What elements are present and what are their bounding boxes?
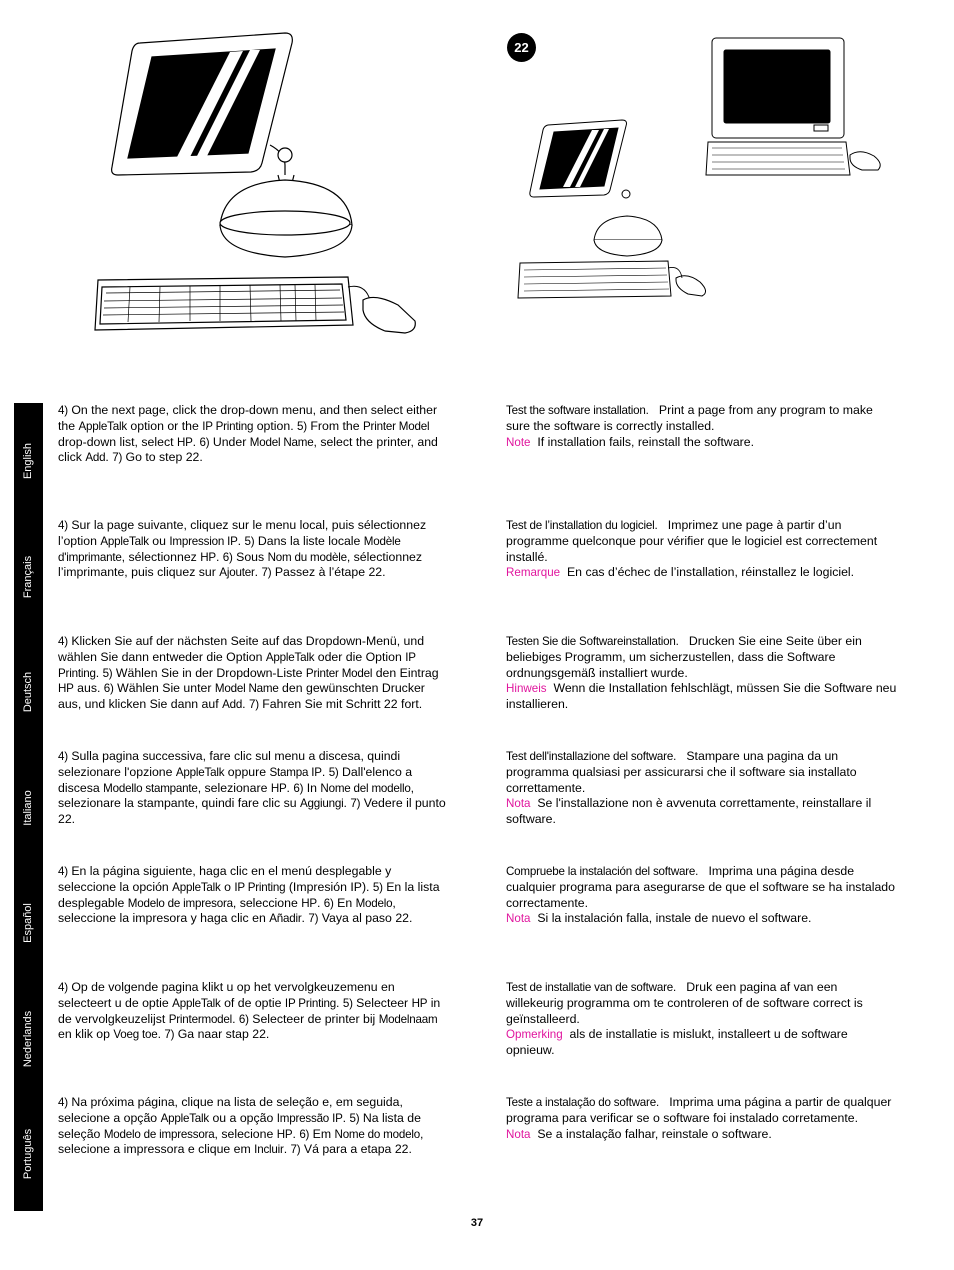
- ui-keyword: 7): [164, 1028, 175, 1042]
- test-body: Imprima una página desde cualquier programa para asegurarse de que el software se ha instalado correctamente.: [506, 864, 895, 910]
- ui-keyword: 7): [261, 566, 272, 580]
- ui-keyword: HP: [411, 996, 428, 1010]
- section-italiano-test: [506, 749, 898, 828]
- note-text: Wenn die Installation fehlschlägt, müssen Sie die Software neu installieren.: [506, 681, 897, 712]
- ui-keyword: Incluir: [254, 1143, 284, 1157]
- note-label: Nota: [506, 1127, 531, 1141]
- computers-illustration: [512, 30, 892, 305]
- ui-keyword: 5): [244, 534, 255, 548]
- ui-keyword: 7): [248, 698, 259, 712]
- ui-keyword: 7): [308, 912, 319, 926]
- ui-keyword: AppleTalk: [78, 419, 127, 433]
- ui-keyword: 6): [238, 1012, 249, 1026]
- ui-keyword: 6): [323, 896, 334, 910]
- ui-keyword: Printer Model: [305, 666, 373, 680]
- section-nederlands-steps: 4) Op de volgende pagina klikt u op het vervolgkeuzemenu en selecteert u de optie AppleTalk of de optie IP Printing. 5) Selecteer HP in de vervolgkeuzelijst Printermodel. 6) Selecteer de printer bij Modelnaam en klik op Voeg toe. 7) Ga naar stap 22.: [58, 980, 441, 1042]
- ui-keyword: Nome del modello: [320, 781, 411, 795]
- ui-keyword: IP Printing: [202, 419, 254, 433]
- test-title: Teste a instalação do software.: [506, 1096, 659, 1109]
- ui-keyword: IP Printing: [58, 650, 416, 680]
- test-body: Drucken Sie eine Seite über ein beliebiges Programm, um sicherzustellen, dass die Software ordnungsgemäß installiert wurde.: [506, 634, 862, 680]
- note-label: Nota: [506, 797, 531, 811]
- ui-keyword: HP: [200, 550, 216, 564]
- language-tab-english: English: [22, 442, 34, 480]
- ui-keyword: Modelo de impressora: [103, 1127, 215, 1141]
- ui-keyword: IP Printing: [234, 880, 286, 894]
- ui-keyword: 5): [342, 996, 353, 1010]
- ui-keyword: HP: [276, 1127, 293, 1141]
- page-number: 37: [470, 1217, 484, 1229]
- test-title: Test de installatie van de software.: [506, 981, 677, 994]
- ui-keyword: AppleTalk: [172, 996, 221, 1010]
- ui-keyword: 6): [103, 682, 114, 696]
- ui-keyword: Aggiungi: [299, 797, 344, 811]
- note-label: Hinweis: [506, 682, 547, 696]
- ui-keyword: 5): [328, 765, 339, 779]
- note-label: Note: [506, 435, 531, 449]
- language-tab-nederlands: Nederlands: [22, 1010, 34, 1068]
- test-body: Imprima uma página a partir de qualquer programa para verificar se o software foi instalado corretamente.: [506, 1095, 892, 1125]
- ui-keyword: 4): [58, 404, 68, 417]
- language-tab-italiano: Italiano: [22, 790, 34, 826]
- note-text: Se l'installazione non è avvenuta correttamente, reinstallare il software.: [506, 796, 872, 827]
- ui-keyword: AppleTalk: [160, 1111, 210, 1125]
- language-tab-deutsch: Deutsch: [22, 671, 34, 713]
- section-english-steps: 4) On the next page, click the drop-down menu, and then select either the AppleTalk option or the IP Printing option. 5) From the Printer Model drop-down list, select HP. 6) Under Model Name, select the printer, and click Add. 7) Go to step 22.: [58, 403, 438, 465]
- test-body: Imprimez une page à partir d’un programme quelconque pour vérifier que le logiciel est correctement installé.: [506, 518, 878, 564]
- ui-keyword: 6): [199, 435, 210, 449]
- ui-keyword: 5): [297, 419, 307, 433]
- ui-keyword: Modello stampante: [103, 781, 198, 795]
- language-sidebar: [14, 403, 43, 1211]
- section-francais-steps: 4) Sur la page suivante, cliquez sur le menu local, puis sélectionnez l’option AppleTalk ou Impression IP. 5) Dans la liste locale Modèle d'imprimante, sélectionnez HP. 6) Sous Nom du modèle, sélectionnez l’imprimante, puis cliquez sur Ajouter. 7) Passez à l’étape 22.: [58, 518, 427, 580]
- test-body: Stampare una pagina da un programma qualsiasi per assicurarsi che il software sia installato correttamente.: [506, 749, 857, 795]
- language-tab-francais: Français: [22, 555, 34, 599]
- ui-keyword: AppleTalk: [175, 765, 225, 779]
- ui-keyword: 5): [372, 880, 383, 894]
- ui-keyword: 7): [350, 797, 361, 811]
- ui-keyword: HP: [176, 435, 193, 449]
- ui-keyword: AppleTalk: [172, 880, 221, 894]
- ui-keyword: HP: [301, 896, 317, 910]
- ui-keyword: Modèle d'imprimante: [58, 534, 401, 564]
- step-number-badge: 22: [507, 33, 536, 62]
- ui-keyword: IP Printing: [284, 996, 336, 1010]
- ui-keyword: 6): [293, 781, 304, 795]
- ui-keyword: HP: [270, 781, 287, 795]
- ui-keyword: 6): [222, 550, 233, 564]
- section-nederlands-test: [506, 980, 898, 1059]
- test-body: Print a page from any program to make sure the software is correctly installed.: [506, 403, 873, 433]
- ui-keyword: 6): [299, 1127, 310, 1141]
- section-francais-test: [506, 518, 898, 581]
- ui-keyword: AppleTalk: [265, 650, 315, 664]
- ui-keyword: Ajouter: [219, 566, 255, 580]
- ui-keyword: 7): [290, 1143, 301, 1157]
- ui-keyword: Nome do modelo: [334, 1127, 421, 1141]
- note-text: En cas d’échec de l’installation, réinstallez le logiciel.: [566, 565, 855, 580]
- ui-keyword: Printer Model: [363, 419, 430, 433]
- section-espanol-test: [506, 864, 898, 927]
- ui-keyword: Add: [222, 698, 243, 712]
- test-title: Test dell'installazione del software.: [506, 750, 677, 763]
- test-title: Test de l’installation du logiciel.: [506, 519, 658, 532]
- ui-keyword: Model Name: [249, 435, 314, 449]
- note-text: If installation fails, reinstall the software.: [537, 434, 755, 449]
- ui-keyword: Voeg toe: [113, 1028, 158, 1042]
- ui-keyword: Modelo: [355, 896, 393, 910]
- language-tab-espanol: Español: [22, 903, 34, 943]
- note-text: als de installatie is mislukt, installeert u de software opnieuw.: [506, 1027, 848, 1058]
- ui-keyword: Añadir: [269, 912, 302, 926]
- ui-keyword: Model Name: [214, 682, 279, 696]
- imac-computer-illustration: [80, 25, 430, 345]
- ui-keyword: 4): [58, 981, 68, 994]
- test-title: Compruebe la instalación del software.: [506, 865, 699, 878]
- ui-keyword: 4): [58, 519, 68, 532]
- ui-keyword: Add: [85, 451, 106, 465]
- ui-keyword: 5): [102, 666, 113, 680]
- ui-keyword: Impressão IP: [276, 1111, 343, 1125]
- ui-keyword: AppleTalk: [100, 534, 149, 548]
- note-label: Opmerking: [506, 1028, 563, 1042]
- note-label: Nota: [506, 912, 531, 926]
- language-tab-portugues: Português: [22, 1128, 34, 1180]
- ui-keyword: Stampa IP: [269, 765, 322, 779]
- ui-keyword: 5): [349, 1111, 360, 1125]
- section-italiano-steps: 4) Sulla pagina successiva, fare clic sul menu a discesa, quindi selezionare l'opzione AppleTalk oppure Stampa IP. 5) Dall'elenco a discesa Modello stampante, selezionare HP. 6) In Nome del modello, selezionare la stampante, quindi fare clic su Aggiungi. 7) Vedere il punto 22.: [58, 749, 446, 827]
- note-label: Remarque: [506, 566, 561, 580]
- ui-keyword: Nom du modèle: [267, 550, 347, 564]
- ui-keyword: 4): [58, 635, 68, 648]
- section-deutsch-test: [506, 634, 898, 713]
- ui-keyword: 4): [58, 1096, 68, 1109]
- ui-keyword: HP: [58, 682, 74, 696]
- ui-keyword: Modelnaam: [378, 1012, 438, 1026]
- section-english-test: [506, 403, 898, 450]
- section-portugues-test: [506, 1095, 898, 1142]
- test-body: Druk een pagina af van een willekeurig programma om te controleren of de software correct is geïnstalleerd.: [506, 980, 863, 1026]
- section-espanol-steps: 4) En la página siguiente, haga clic en el menú desplegable y seleccione la opción AppleTalk o IP Printing (Impresión IP). 5) En la lista desplegable Modelo de impresora, seleccione HP. 6) En Modelo, seleccione la impresora y haga clic en Añadir. 7) Vaya al paso 22.: [58, 864, 440, 926]
- ui-keyword: Impression IP: [169, 534, 238, 548]
- ui-keyword: 7): [112, 451, 123, 465]
- test-title: Test the software installation.: [506, 404, 649, 417]
- ui-keyword: Modelo de impresora: [127, 896, 233, 910]
- note-text: Se a instalação falhar, reinstale o software.: [537, 1126, 772, 1141]
- ui-keyword: 4): [58, 865, 68, 878]
- section-portugues-steps: 4) Na próxima página, clique na lista de seleção e, em seguida, selecione a opção AppleTalk ou a opção Impressão IP. 5) Na lista de seleção Modelo de impressora, selecione HP. 6) Em Nome do modelo, selecione a impressora e clique em Incluir. 7) Vá para a etapa 22.: [58, 1095, 424, 1157]
- section-deutsch-steps: 4) Klicken Sie auf der nächsten Seite auf das Dropdown-Menü, und wählen Sie dann entweder die Option AppleTalk oder die Option IP Printing. 5) Wählen Sie in der Dropdown-Liste Printer Model den Eintrag HP aus. 6) Wählen Sie unter Model Name den gewünschten Drucker aus, und klicken Sie dann auf Add. 7) Fahren Sie mit Schritt 22 fort.: [58, 634, 439, 712]
- ui-keyword: 4): [58, 750, 68, 763]
- note-text: Si la instalación falla, instale de nuevo el software.: [537, 911, 812, 926]
- test-title: Testen Sie die Softwareinstallation.: [506, 635, 679, 648]
- ui-keyword: Printermodel: [168, 1012, 233, 1026]
